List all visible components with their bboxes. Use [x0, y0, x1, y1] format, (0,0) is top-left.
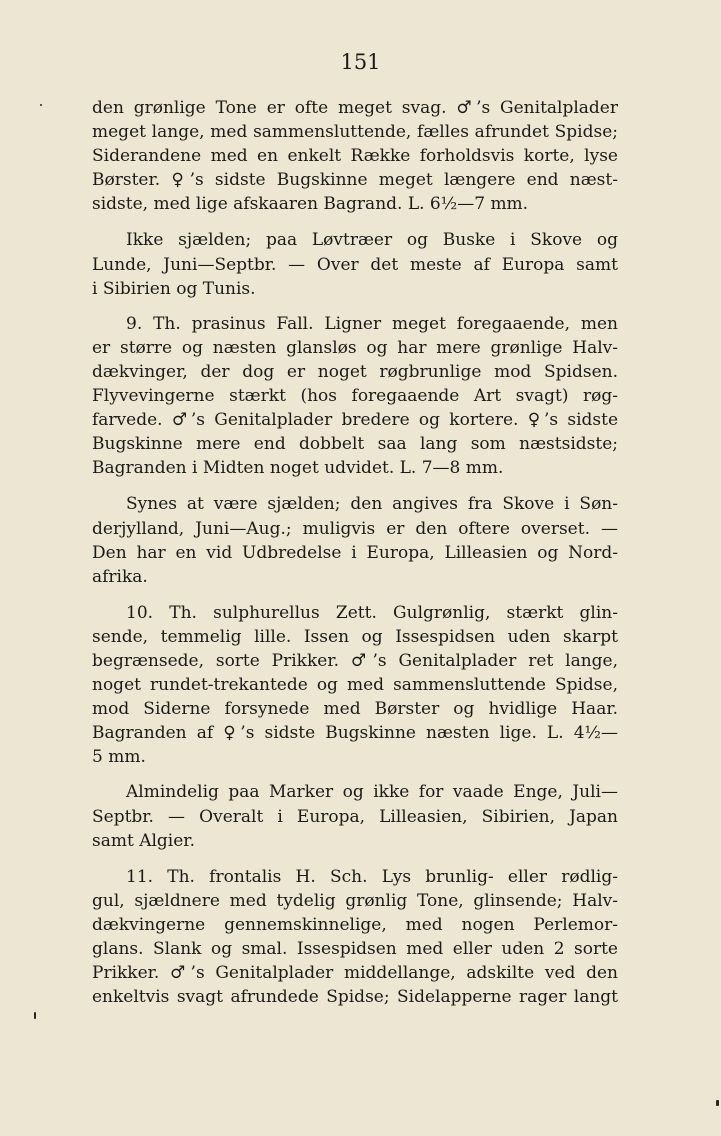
- text-line: dækvingerne gennemskinnelige, med nogen Perlemor-: [92, 914, 618, 935]
- text-line: sidste, med lige afskaaren Bagrand. L. 6½—7 mm.: [92, 194, 529, 215]
- text-line: begrænsede, sorte Prikker. ♂’s Genitalplader ret lange,: [92, 650, 618, 671]
- text-line: dækvinger, der dog er noget røgbrunlige mod Spidsen.: [92, 361, 618, 382]
- text-line: enkeltvis svagt afrundede Spidse; Sidelapperne rager langt: [92, 987, 618, 1008]
- text-line: Børster. ♀’s sidste Bugskinne meget længere end næst-: [92, 170, 618, 191]
- text-line: Lunde, Juni—Septbr. — Over det meste af Europa samt: [92, 254, 618, 275]
- text-line: 11. Th. frontalis H. Sch. Lys brunlig- eller rødlig-: [126, 866, 618, 887]
- text-line: glans. Slank og smal. Issespidsen med eller uden 2 sorte: [92, 939, 618, 959]
- text-line: Almindelig paa Marker og ikke for vaade Enge, Juli—: [126, 782, 618, 803]
- text-line: Bugskinne mere end dobbelt saa lang som næstsidste;: [92, 434, 618, 455]
- text-line: samt Algier.: [92, 830, 195, 851]
- text-line: derjylland, Juni—Aug.; muligvis er den oftere overset. —: [92, 518, 618, 539]
- scan-speck: [34, 1012, 36, 1019]
- scan-speck: [716, 1100, 719, 1106]
- scan-speck: [40, 104, 42, 106]
- text-line: Ikke sjælden; paa Løvtræer og Buske i Skove og: [126, 230, 618, 251]
- text-line: er større og næsten glansløs og har mere grønlige Halv-: [92, 337, 618, 358]
- text-line: Prikker. ♂’s Genitalplader middellange, adskilte ved den: [92, 963, 618, 984]
- text-line: 10. Th. sulphurellus Zett. Gulgrønlig, stærkt glin-: [126, 602, 618, 623]
- page-number: 151: [340, 50, 381, 74]
- text-line: meget lange, med sammensluttende, fælles afrundet Spidse;: [92, 122, 618, 143]
- text-line: Synes at være sjælden; den angives fra Skove i Søn-: [126, 494, 618, 515]
- text-line: 5 mm.: [92, 747, 146, 768]
- text-line: den grønlige Tone er ofte meget svag. ♂’s Genitalplader: [92, 98, 618, 118]
- text-line: afrika.: [92, 566, 148, 587]
- text-line: mod Siderne forsynede med Børster og hvidlige Haar.: [92, 699, 618, 720]
- text-line: i Sibirien og Tunis.: [92, 278, 256, 299]
- text-line: Siderandene med en enkelt Række forholdsvis korte, lyse: [92, 146, 618, 167]
- text-line: farvede. ♂’s Genitalplader bredere og kortere. ♀’s sidste: [92, 410, 618, 431]
- text-line: Flyvevingerne stærkt (hos foregaaende Art svagt) røg-: [92, 386, 618, 407]
- text-line: Bagranden i Midten noget udvidet. L. 7—8 mm.: [92, 458, 504, 479]
- body-text: [92, 96, 618, 1009]
- text-line: 9. Th. prasinus Fall. Ligner meget foregaaende, men: [126, 313, 618, 334]
- text-line: sende, temmelig lille. Issen og Issespidsen uden skarpt: [92, 626, 618, 647]
- text-line: Septbr. — Overalt i Europa, Lilleasien, Sibirien, Japan: [92, 806, 618, 827]
- text-line: gul, sjældnere med tydelig grønlig Tone, glinsende; Halv-: [92, 890, 618, 911]
- text-line: noget rundet-trekantede og med sammensluttende Spidse,: [92, 675, 618, 696]
- text-line: Bagranden af ♀’s sidste Bugskinne næsten lige. L. 4½—: [92, 723, 618, 744]
- text-line: Den har en vid Udbredelse i Europa, Lilleasien og Nord-: [92, 542, 618, 563]
